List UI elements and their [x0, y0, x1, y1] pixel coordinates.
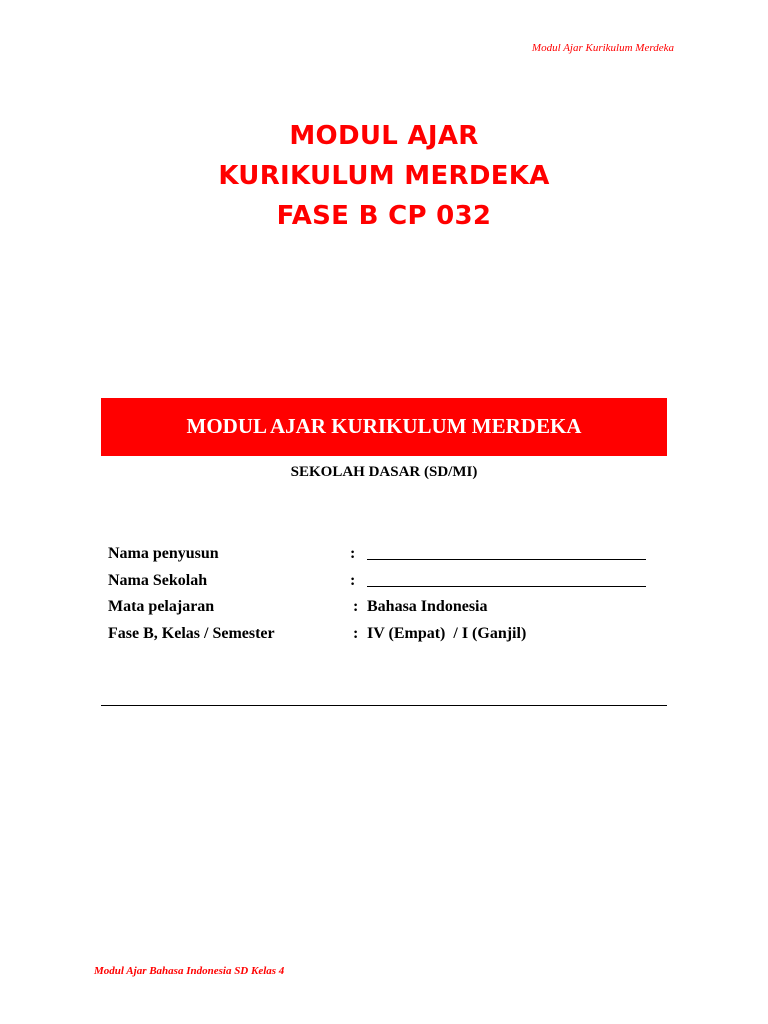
title-line-2: KURIKULUM MERDEKA: [218, 161, 550, 191]
info-value-phase: IV (Empat) / I (Ganjil): [367, 624, 527, 642]
info-row-school: [108, 568, 668, 595]
author-blank-line[interactable]: [367, 541, 646, 560]
title-line-1: MODUL AJAR: [289, 121, 479, 151]
info-row-subject: [108, 594, 668, 621]
document-title: [0, 116, 768, 236]
school-level-subtitle: SEKOLAH DASAR (SD/MI): [290, 464, 478, 480]
info-label-phase: Fase B, Kelas / Semester: [108, 624, 275, 642]
footer-running-title: Modul Ajar Bahasa Indonesia SD Kelas 4: [94, 965, 285, 977]
section-divider: [101, 705, 667, 706]
info-label-subject: Mata pelajaran: [108, 598, 215, 615]
info-value-subject: Bahasa Indonesia: [367, 598, 488, 615]
info-colon: :: [350, 545, 356, 562]
header-running-title: Modul Ajar Kurikulum Merdeka: [531, 42, 674, 54]
school-blank-line[interactable]: [367, 568, 646, 587]
info-row-phase: [108, 621, 668, 648]
info-row-author: [108, 541, 668, 568]
title-banner: [101, 398, 667, 456]
info-label-author: Nama penyusun: [108, 545, 219, 562]
info-table: [108, 541, 668, 647]
info-label-school: Nama Sekolah: [108, 571, 208, 589]
info-colon: :: [350, 571, 356, 589]
title-line-3: FASE B CP 032: [276, 201, 492, 231]
info-colon: :: [353, 624, 359, 642]
info-colon: :: [353, 598, 359, 615]
banner-text: MODUL AJAR KURIKULUM MERDEKA: [186, 414, 582, 438]
